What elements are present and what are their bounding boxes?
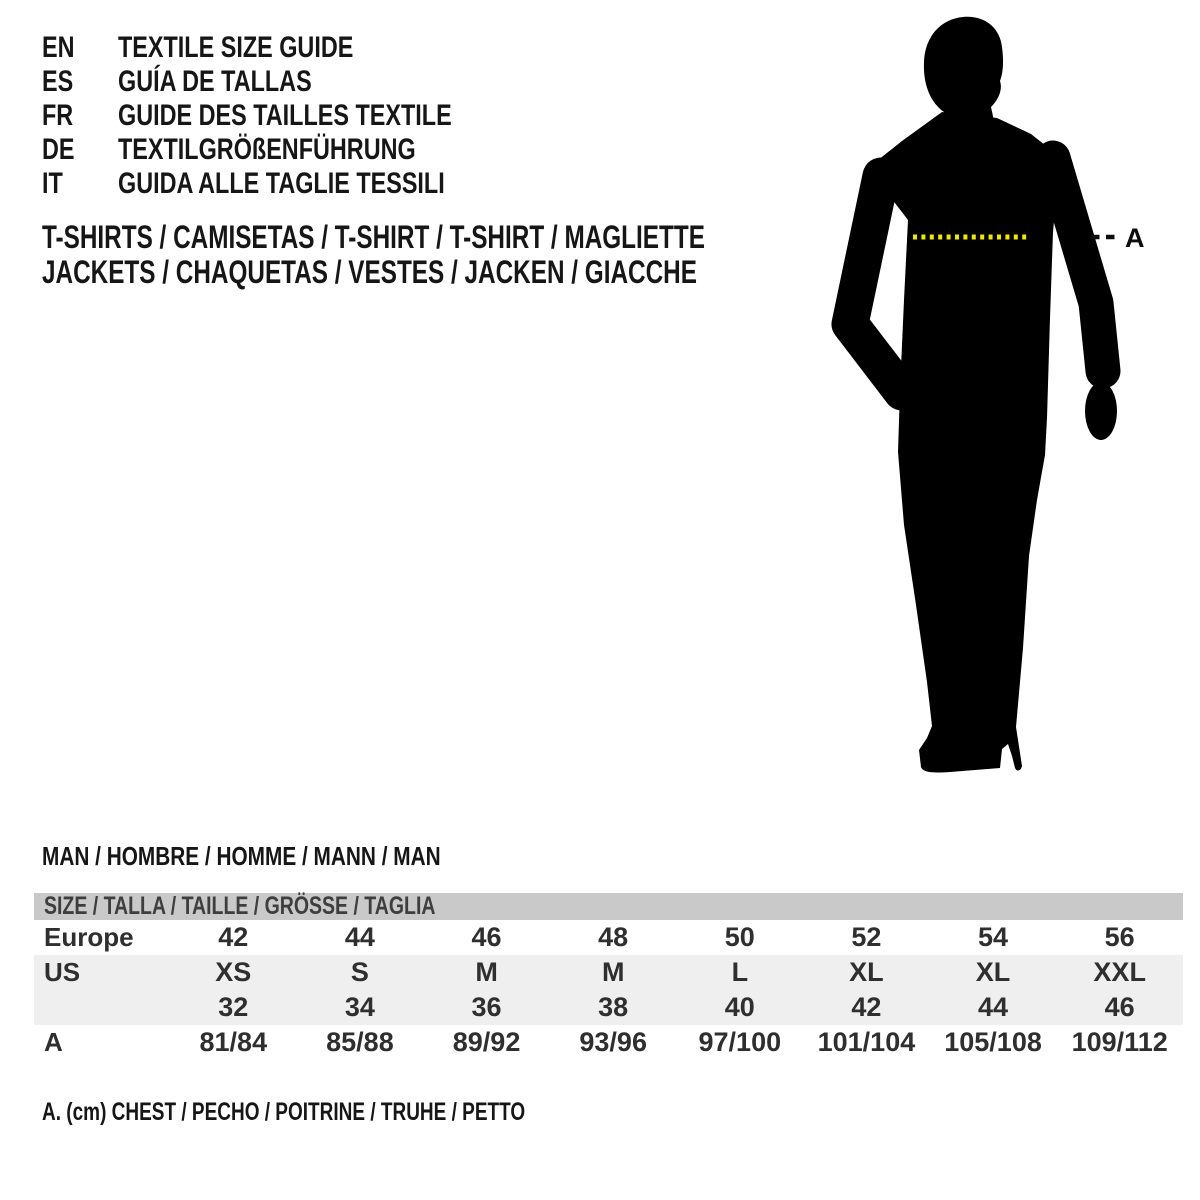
silhouette-body	[868, 112, 1060, 772]
size-cell: 50	[724, 922, 755, 952]
language-row-de	[42, 133, 546, 167]
gender-heading: MAN / HOMBRE / HOMME / MANN / MAN	[42, 841, 441, 871]
row-label: US	[44, 957, 81, 987]
guide-title-de: TEXTILGRÖßENFÜHRUNG	[118, 133, 416, 166]
language-code: DE	[42, 133, 75, 166]
size-cell: 42	[851, 992, 882, 1022]
size-cell: 85/88	[326, 1027, 394, 1057]
size-cell: S	[350, 957, 369, 987]
size-cell: 101/104	[817, 1027, 916, 1057]
size-cell: 40	[724, 992, 755, 1022]
size-cell: M	[601, 957, 625, 987]
table-row-us	[34, 955, 1183, 990]
language-row-fr	[42, 99, 546, 133]
measure-label-a: A	[1125, 223, 1145, 253]
silhouette-head	[924, 17, 1003, 130]
size-cell: 89/92	[452, 1027, 521, 1057]
size-cell: 105/108	[944, 1027, 1042, 1057]
size-cell: 44	[978, 992, 1009, 1022]
size-cell: XS	[215, 957, 252, 987]
silhouette-right-hand	[1085, 382, 1117, 440]
category-line-tshirts: T-SHIRTS / CAMISETAS / T-SHIRT / T-SHIRT / MAGLIETTE	[42, 219, 705, 255]
size-table-header: SIZE / TALLA / TAILLE / GRÖSSE / TAGLIA	[34, 893, 1183, 920]
language-row-es	[42, 65, 546, 99]
size-cell: 109/112	[1071, 1027, 1168, 1057]
language-row-en	[42, 31, 546, 65]
size-cell: 97/100	[698, 1027, 782, 1057]
silhouette-right-arm	[1053, 158, 1103, 371]
size-cell: 32	[218, 992, 249, 1022]
man-figure	[820, 0, 1200, 800]
guide-title-fr: GUIDE DES TAILLES TEXTILE	[118, 99, 452, 132]
language-code: EN	[42, 31, 75, 64]
size-cell: 36	[471, 992, 502, 1022]
size-cell: 93/96	[579, 1027, 647, 1057]
size-cell: L	[731, 957, 749, 987]
language-row-it	[42, 167, 546, 201]
size-cell: 42	[218, 922, 249, 952]
garment-categories	[42, 220, 914, 290]
table-row-chest	[34, 1025, 1183, 1060]
category-line-jackets: JACKETS / CHAQUETAS / VESTES / JACKEN / GIACCHE	[42, 254, 697, 290]
size-cell: 46	[1104, 992, 1135, 1022]
silhouette-left-arm	[850, 176, 902, 392]
size-cell: 81/84	[199, 1027, 268, 1057]
size-cell: 46	[471, 922, 502, 952]
language-title-list	[42, 31, 546, 201]
size-cell: XXL	[1093, 957, 1146, 987]
size-cell: 48	[598, 922, 629, 952]
row-label: A	[44, 1027, 63, 1057]
size-cell: 38	[598, 992, 629, 1022]
size-cell: 44	[344, 922, 375, 952]
size-cell: 34	[344, 992, 375, 1022]
guide-title-en: TEXTILE SIZE GUIDE	[118, 31, 354, 64]
size-table	[34, 893, 1183, 1060]
guide-title-es: GUÍA DE TALLAS	[118, 65, 312, 98]
size-cell: XL	[849, 957, 884, 987]
row-label: Europe	[44, 922, 134, 952]
table-row-numeric	[34, 990, 1183, 1025]
size-cell: 56	[1104, 922, 1135, 952]
language-code: FR	[42, 99, 74, 132]
guide-title-it: GUIDA ALLE TAGLIE TESSILI	[118, 167, 445, 200]
row-label	[34, 990, 170, 1025]
table-row-europe	[34, 920, 1183, 955]
size-cell: M	[475, 957, 498, 987]
size-cell: 52	[851, 922, 882, 952]
silhouette-left-hand	[895, 384, 925, 410]
language-code: ES	[42, 65, 74, 98]
language-code: IT	[42, 167, 63, 200]
measurement-note: A. (cm) CHEST / PECHO / POITRINE / TRUHE / PETTO	[42, 1098, 526, 1126]
size-cell: 54	[978, 922, 1009, 952]
man-silhouette	[850, 17, 1117, 773]
size-cell: XL	[975, 957, 1011, 987]
